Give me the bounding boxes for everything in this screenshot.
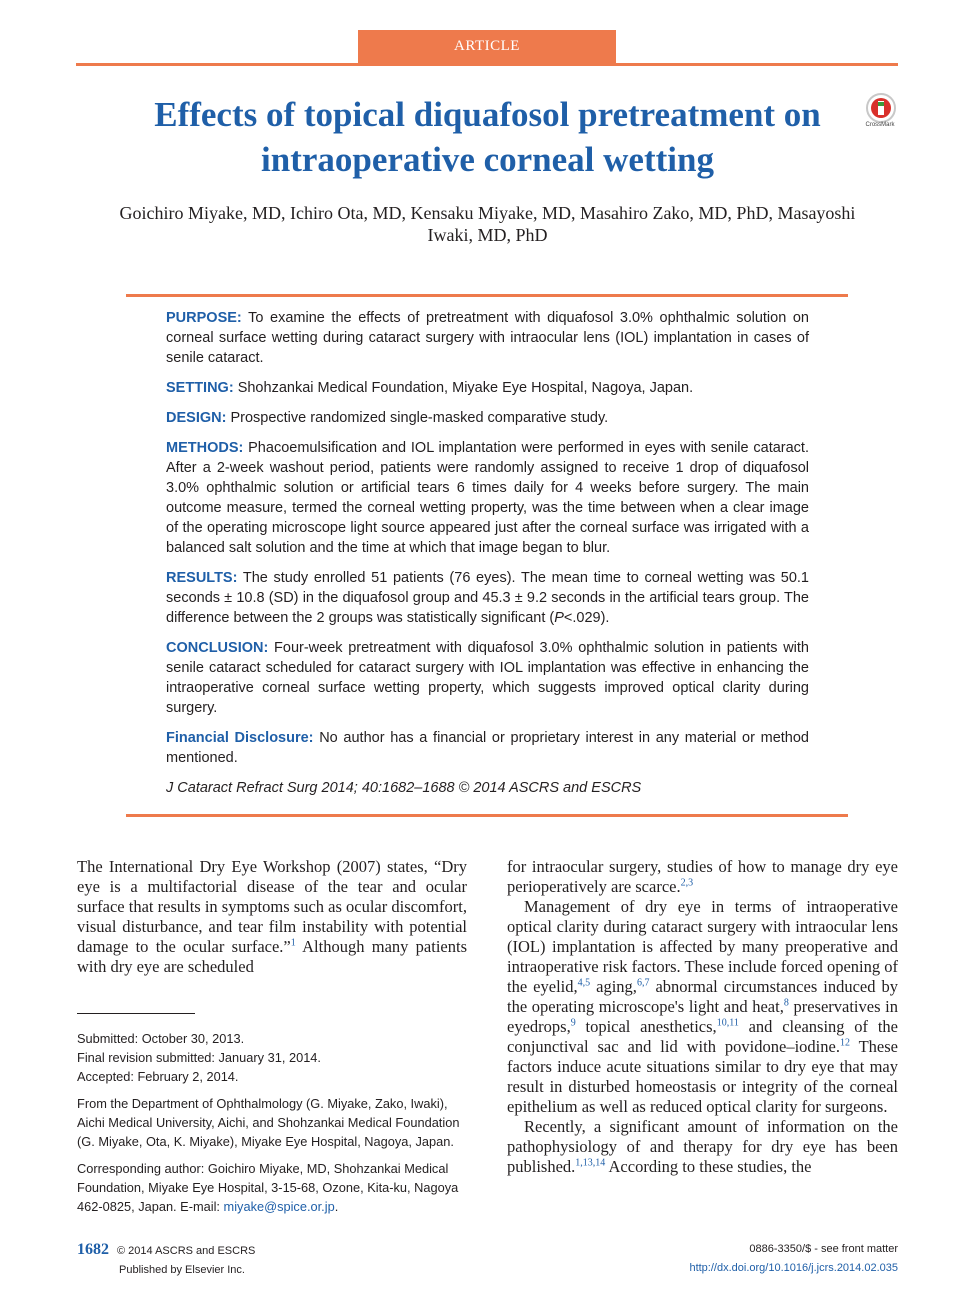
abstract-results	[166, 568, 809, 628]
body-paragraph	[507, 1117, 898, 1177]
purpose-text: To examine the effects of pretreatment with diquafosol 3.0% ophthalmic solution on corneal surface wetting during cataract surgery with intraocular lens (IOL) implantation in cases of senile cataract.	[166, 310, 809, 366]
reference-link[interactable]: 4,5	[577, 977, 591, 989]
body-text: for intraocular surgery, studies of how to manage dry eye perioperatively are scarce.	[507, 857, 898, 896]
abstract-design	[166, 408, 809, 428]
reference-link[interactable]: 1	[290, 937, 296, 949]
journal-citation: J Cataract Refract Surg 2014; 40:1682–1688 © 2014 ASCRS and ESCRS	[166, 780, 642, 796]
body-text: and cleansing of the conjunctival sac and lid with povidone–iodine.	[507, 1017, 898, 1056]
footer-copyright: © 2014 ASCRS and ESCRS	[117, 1245, 256, 1257]
results-text-end: <.029).	[563, 610, 610, 626]
body-column-right	[507, 857, 898, 1177]
abstract-conclusion	[166, 638, 809, 718]
abstract	[166, 308, 809, 808]
email-link[interactable]: miyake@spice.or.jp	[223, 1199, 335, 1214]
abstract-purpose	[166, 308, 809, 368]
results-label: RESULTS:	[166, 570, 238, 586]
reference-link[interactable]: 8	[783, 997, 789, 1009]
purpose-label: PURPOSE:	[166, 310, 242, 326]
methods-text: Phacoemulsification and IOL implantation were performed in eyes with senile cataract. After a 2-week washout period, patients were randomly assigned to receive 1 drop of diquafosol 3.0% ophthalmic solution or artificial tears 6 times daily for 4 weeks before surgery. The main outcome measure, termed the corneal wetting property, was the time between when a clear image of the operating microscope light source appeared just after the corneal surface was irrigated with a balanced salt solution and the time at which that image began to blur.	[166, 440, 809, 556]
abstract-top-rule	[126, 294, 848, 297]
dates-note	[77, 1029, 467, 1086]
corresponding-end: .	[334, 1199, 339, 1214]
crossmark-label: CrossMark	[865, 122, 895, 128]
body-text: These factors induce acute situations similar to dry eye that may result in disturbed homeostasis or integrity of the corneal epithelium as well as reduced optical clarity for surgeons.	[507, 1037, 898, 1116]
footnotes	[77, 1029, 467, 1224]
revision-date: Final revision submitted: January 31, 2014.	[77, 1050, 321, 1065]
body-text: Although many patients with dry eye are scheduled	[77, 937, 468, 976]
article-type-tag: ARTICLE	[358, 30, 616, 63]
accepted-date: Accepted: February 2, 2014.	[77, 1069, 239, 1084]
body-text: Management of dry eye in terms of intraoperative optical clarity during cataract surgery with intraocular lens (IOL) implantation is affected by many preoperative and intraoperative risk factors. These include forced opening of the eyelid,	[507, 897, 898, 996]
body-text: topical anesthetics,	[575, 1017, 717, 1036]
results-text: The study enrolled 51 patients (76 eyes). The mean time to corneal wetting was 50.1 seconds ± 10.8 (SD) in the diquafosol group and 45.3 ± 9.2 seconds in the artificial tears group. The difference between the 2 groups was statistically significant (	[166, 570, 809, 626]
body-text: abnormal circumstances induced by the operating microscope's light and heat,	[507, 977, 898, 1016]
submitted-date: Submitted: October 30, 2013.	[77, 1031, 245, 1046]
reference-link[interactable]: 10,11	[716, 1017, 739, 1029]
reference-link[interactable]: 6,7	[636, 977, 650, 989]
abstract-disclosure	[166, 728, 809, 768]
footer-right	[689, 1240, 898, 1278]
p-value-symbol: P	[554, 610, 564, 626]
body-text: According to these studies, the	[605, 1157, 812, 1176]
design-label: DESIGN:	[166, 410, 227, 426]
design-text: Prospective randomized single-masked comparative study.	[226, 410, 609, 426]
body-column-left	[77, 857, 467, 977]
footer-issn: 0886-3350/$ - see front matter	[749, 1243, 898, 1255]
body-paragraph	[507, 897, 898, 1117]
footer-publisher: Published by Elsevier Inc.	[119, 1264, 245, 1276]
affiliation-note: From the Department of Ophthalmology (G. Miyake, Zako, Iwaki), Aichi Medical University, Aichi, and Shohzankai Medical Foundation (G. Miyake, Ota, K. Miyake), Miyake Eye Hospital, Nagoya, Japan.	[77, 1096, 460, 1149]
body-text: aging,	[590, 977, 637, 996]
reference-link[interactable]: 12	[839, 1037, 850, 1049]
body-text: The International Dry Eye Workshop (2007) states, “Dry eye is a multifactorial disease of the tear and ocular surface that results in symptoms such as ocular discomfort, visual disturbance, and tear film instability with potential damage to the ocular surface.”	[77, 857, 467, 956]
body-text: preservatives in eyedrops,	[507, 997, 898, 1036]
corresponding-note	[77, 1159, 467, 1216]
reference-link[interactable]: 2,3	[680, 877, 694, 889]
article-title: Effects of topical diquafosol pretreatment on intraoperative corneal wetting	[154, 95, 821, 179]
body-paragraph	[507, 857, 898, 897]
page-number: 1682	[77, 1241, 109, 1258]
footnote-rule	[77, 1013, 195, 1014]
body-paragraph	[77, 857, 467, 977]
conclusion-text: Four-week pretreatment with diquafosol 3.0% ophthalmic solution in patients with senile cataract scheduled for cataract surgery with IOL implantation was effective in enhancing the intraoperative corneal surface wetting property, which suggests improved optical clarity during surgery.	[166, 640, 809, 716]
abstract-bottom-rule	[126, 814, 848, 817]
body-text: Recently, a significant amount of information on the pathophysiology of and therapy for dry eye has been published.	[507, 1117, 898, 1176]
reference-link[interactable]: 1,13,14	[575, 1157, 606, 1169]
disclosure-text: No author has a financial or proprietary interest in any material or method mentioned.	[166, 730, 809, 766]
doi-link[interactable]: http://dx.doi.org/10.1016/j.jcrs.2014.02.035	[689, 1262, 898, 1274]
author-list: Goichiro Miyake, MD, Ichiro Ota, MD, Kensaku Miyake, MD, Masahiro Zako, MD, PhD, Masayoshi Iwaki, MD, PhD	[119, 203, 856, 245]
methods-label: METHODS:	[166, 440, 244, 456]
footer-left	[77, 1240, 255, 1280]
reference-link[interactable]: 9	[570, 1017, 576, 1029]
setting-label: SETTING:	[166, 380, 234, 396]
disclosure-label: Financial Disclosure:	[166, 730, 314, 746]
setting-text: Shohzankai Medical Foundation, Miyake Eye Hospital, Nagoya, Japan.	[233, 380, 694, 396]
abstract-methods	[166, 438, 809, 558]
abstract-setting	[166, 378, 809, 398]
header-rule	[76, 63, 898, 66]
conclusion-label: CONCLUSION:	[166, 640, 269, 656]
corresponding-text: Corresponding author: Goichiro Miyake, MD, Shohzankai Medical Foundation, Miyake Eye Hospital, 3-15-68, Ozone, Kita-ku, Nagoya 462-0825, Japan. E-mail:	[77, 1161, 459, 1214]
